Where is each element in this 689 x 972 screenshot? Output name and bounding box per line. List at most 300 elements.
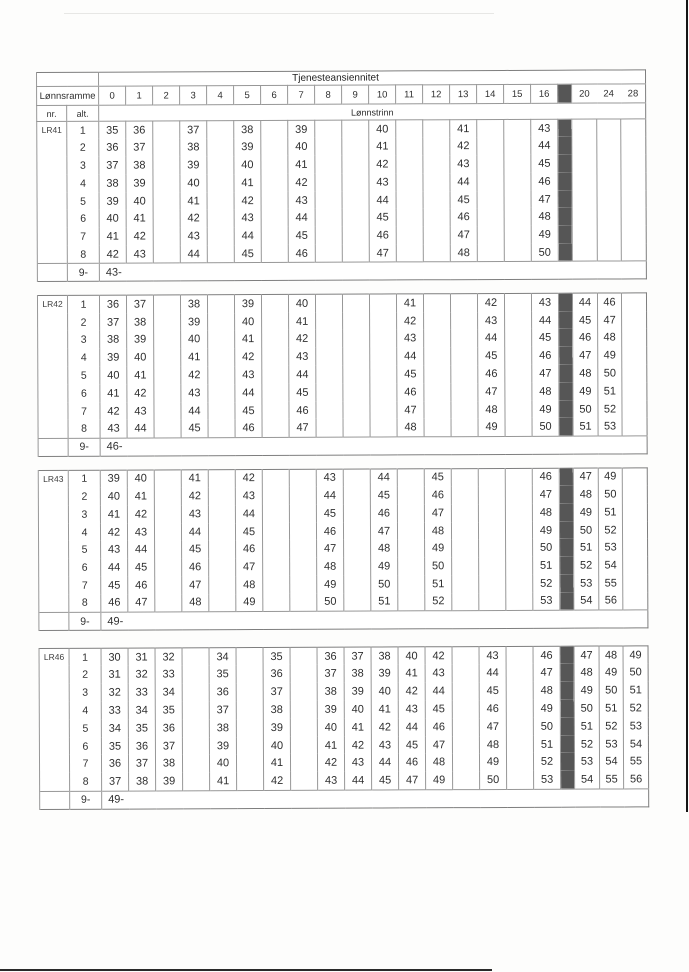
dark-column-cell [558, 244, 572, 262]
value-cell [153, 174, 180, 192]
value-cell: 40 [235, 313, 262, 331]
value-cell: 41 [398, 665, 425, 683]
value-cell: 37 [128, 755, 155, 773]
value-cell: 39 [234, 295, 261, 313]
value-cell: 35 [263, 648, 290, 666]
value-cell [154, 420, 181, 438]
value-cell: 52 [533, 575, 560, 593]
block-LR46 [39, 645, 650, 809]
value-cell [396, 209, 423, 227]
value-cell: 51 [623, 682, 648, 700]
value-cell: 36 [155, 719, 182, 737]
value-cell: 47 [424, 504, 451, 522]
value-cell: 44 [345, 772, 372, 790]
value-cell: 49 [573, 503, 598, 521]
value-cell: 36 [209, 683, 236, 701]
value-cell: 46 [479, 700, 506, 718]
block-label-cell [37, 296, 68, 439]
value-cell: 48 [574, 664, 599, 682]
value-cell: 38 [371, 647, 398, 665]
value-cell [397, 469, 424, 487]
value-cell [182, 648, 209, 666]
value-cell [452, 736, 479, 754]
value-cell: 35 [128, 719, 155, 737]
value-cell: 43 [180, 228, 207, 246]
value-cell: 38 [344, 665, 371, 683]
value-cell: 43 [531, 119, 558, 137]
value-cell [207, 227, 234, 245]
alt-cell: 1 [67, 121, 99, 139]
value-cell: 41 [180, 192, 207, 210]
value-cell: 46 [397, 383, 424, 401]
value-cell [262, 348, 289, 366]
value-cell [316, 348, 343, 366]
value-cell: 50 [598, 365, 622, 383]
value-cell: 44 [180, 245, 207, 263]
value-cell [153, 210, 180, 228]
value-cell: 39 [99, 192, 126, 210]
value-cell: 37 [209, 701, 236, 719]
value-cell: 46 [532, 468, 559, 486]
value-cell [451, 347, 478, 365]
value-cell: 36 [317, 647, 344, 665]
value-cell: 43 [126, 246, 153, 264]
value-cell: 48 [182, 594, 209, 612]
alt-cell: 5 [67, 192, 99, 210]
value-cell [504, 226, 531, 244]
value-cell: 47 [532, 486, 559, 504]
value-cell [597, 119, 621, 137]
value-cell: 40 [209, 755, 236, 773]
value-cell: 40 [234, 156, 261, 174]
value-cell: 39 [263, 719, 290, 737]
value-cell [342, 294, 369, 312]
value-cell: 41 [126, 210, 153, 228]
value-cell: 42 [450, 137, 477, 155]
value-cell: 46 [289, 401, 316, 419]
value-cell: 40 [263, 737, 290, 755]
value-cell: 47 [236, 558, 263, 576]
value-cell [182, 755, 209, 773]
alt-cell: 3 [68, 506, 100, 524]
value-cell: 52 [598, 400, 622, 418]
value-cell: 43 [479, 647, 506, 665]
value-cell: 45 [234, 245, 261, 263]
value-cell [342, 245, 369, 263]
value-cell [424, 419, 451, 437]
value-cell [504, 294, 531, 312]
alt-cell: 7 [68, 402, 100, 420]
value-cell [572, 155, 597, 173]
bottom-nr-cell [39, 612, 69, 630]
value-cell [370, 312, 397, 330]
value-cell: 50 [599, 682, 623, 700]
value-cell [506, 718, 533, 736]
value-cell: 54 [599, 753, 623, 771]
value-cell [451, 401, 478, 419]
value-cell: 33 [128, 684, 155, 702]
value-cell: 43 [127, 402, 154, 420]
value-cell [505, 468, 532, 486]
value-cell [154, 505, 181, 523]
dark-column-header [558, 84, 572, 103]
value-cell: 39 [288, 120, 315, 138]
value-cell [316, 384, 343, 402]
value-cell [155, 576, 182, 594]
value-cell [505, 383, 532, 401]
value-cell [342, 173, 369, 191]
value-cell [479, 575, 506, 593]
value-cell: 48 [573, 486, 598, 504]
block-label: LR46 [43, 652, 65, 663]
value-cell [154, 331, 181, 349]
value-cell [262, 313, 289, 331]
value-cell [621, 293, 646, 311]
lonnstrinn-label: Lønnstrinn [99, 103, 646, 121]
value-cell [477, 155, 504, 173]
value-cell [451, 419, 478, 437]
value-cell [506, 539, 533, 557]
value-cell: 48 [478, 401, 505, 419]
value-cell: 34 [128, 702, 155, 720]
value-cell [370, 348, 397, 366]
value-cell [621, 172, 646, 190]
value-cell: 49 [531, 226, 558, 244]
value-cell: 49 [371, 558, 398, 576]
value-cell: 44 [370, 469, 397, 487]
value-cell [622, 400, 647, 418]
value-cell: 56 [624, 771, 649, 789]
value-cell: 44 [425, 682, 452, 700]
value-cell [343, 330, 370, 348]
value-cell [451, 468, 478, 486]
value-cell: 51 [533, 735, 560, 753]
value-cell: 46 [533, 646, 560, 664]
bottom-nr-cell [40, 791, 70, 809]
alt-cell: 2 [68, 313, 100, 331]
value-cell: 52 [623, 699, 648, 717]
value-cell [236, 665, 263, 683]
value-cell: 47 [531, 190, 558, 208]
value-cell: 46 [450, 209, 477, 227]
value-cell: 47 [598, 311, 622, 329]
value-cell [398, 540, 425, 558]
value-cell: 50 [531, 244, 558, 262]
alt-cell: 1 [68, 470, 100, 488]
value-cell [505, 486, 532, 504]
value-cell [397, 522, 424, 540]
value-cell [621, 119, 646, 137]
value-cell: 37 [102, 773, 129, 791]
column-header-11: 11 [396, 85, 423, 104]
dark-column-cell [560, 664, 574, 682]
value-cell [505, 418, 532, 436]
value-cell [423, 137, 450, 155]
value-cell: 44 [181, 402, 208, 420]
dark-column-cell [559, 504, 573, 522]
value-cell: 44 [127, 420, 154, 438]
value-cell [370, 419, 397, 437]
alt-cell: 5 [69, 720, 101, 738]
value-cell: 42 [477, 294, 504, 312]
value-cell: 38 [99, 174, 126, 192]
value-cell: 50 [371, 575, 398, 593]
value-cell [263, 558, 290, 576]
value-cell [370, 330, 397, 348]
value-cell: 53 [533, 593, 560, 611]
value-cell: 41 [100, 505, 127, 523]
value-cell [477, 119, 504, 137]
value-cell [597, 244, 621, 262]
value-cell [315, 156, 342, 174]
value-cell: 35 [99, 121, 126, 139]
value-cell [261, 156, 288, 174]
value-cell: 45 [532, 329, 559, 347]
alt-cell: 5 [68, 367, 100, 385]
value-cell [207, 295, 234, 313]
value-cell [621, 137, 646, 155]
value-cell [450, 294, 477, 312]
value-cell [423, 294, 450, 312]
value-cell: 44 [369, 191, 396, 209]
value-cell [316, 419, 343, 437]
value-cell: 37 [317, 665, 344, 683]
value-cell: 37 [100, 313, 127, 331]
value-cell: 47 [573, 347, 598, 365]
dark-column-cell [560, 735, 574, 753]
value-cell [261, 209, 288, 227]
value-cell [344, 593, 371, 611]
value-cell: 34 [209, 648, 236, 666]
value-cell: 42 [100, 523, 127, 541]
value-cell [208, 469, 235, 487]
value-cell: 53 [574, 753, 599, 771]
value-cell: 50 [573, 400, 598, 418]
value-cell [208, 313, 235, 331]
value-cell [263, 594, 290, 612]
value-cell: 47 [574, 646, 599, 664]
value-cell: 51 [574, 539, 599, 557]
value-cell: 40 [398, 647, 425, 665]
value-cell: 40 [100, 488, 127, 506]
value-cell: 38 [317, 683, 344, 701]
value-cell: 44 [234, 227, 261, 245]
value-cell [315, 295, 342, 313]
value-cell: 39 [344, 683, 371, 701]
value-cell [622, 311, 647, 329]
value-cell [261, 245, 288, 263]
column-header-13: 13 [450, 85, 477, 104]
value-cell: 43 [478, 312, 505, 330]
value-cell: 45 [425, 700, 452, 718]
value-cell [236, 648, 263, 666]
value-cell [506, 700, 533, 718]
value-cell [342, 191, 369, 209]
value-cell [315, 227, 342, 245]
dark-column-cell [560, 646, 574, 664]
value-cell: 48 [479, 736, 506, 754]
value-cell [342, 227, 369, 245]
value-cell [369, 294, 396, 312]
alt-cell: 5 [69, 541, 101, 559]
value-cell: 47 [317, 540, 344, 558]
value-cell [153, 139, 180, 157]
value-cell: 40 [317, 718, 344, 736]
value-cell [479, 557, 506, 575]
value-cell [344, 540, 371, 558]
value-cell: 46 [316, 522, 343, 540]
value-cell [452, 700, 479, 718]
value-cell [506, 575, 533, 593]
value-cell [316, 330, 343, 348]
value-cell [207, 138, 234, 156]
value-cell [452, 753, 479, 771]
value-cell: 40 [127, 470, 154, 488]
value-cell: 49 [478, 418, 505, 436]
value-cell [316, 312, 343, 330]
value-cell [452, 540, 479, 558]
value-cell [208, 348, 235, 366]
value-cell [289, 469, 316, 487]
value-cell [479, 593, 506, 611]
value-cell: 44 [478, 329, 505, 347]
value-cell: 46 [425, 718, 452, 736]
value-cell: 42 [235, 469, 262, 487]
value-cell: 42 [344, 736, 371, 754]
value-cell: 47 [128, 594, 155, 612]
nr-label: nr. [37, 105, 67, 121]
value-cell [451, 486, 478, 504]
value-cell: 45 [531, 155, 558, 173]
value-cell [424, 383, 451, 401]
value-cell: 49 [598, 468, 622, 486]
alt-cell: 8 [67, 246, 99, 264]
value-cell: 41 [317, 736, 344, 754]
value-cell: 41 [396, 294, 423, 312]
value-cell [479, 539, 506, 557]
column-header-15: 15 [504, 84, 531, 103]
value-cell: 41 [288, 156, 315, 174]
value-cell [477, 191, 504, 209]
value-cell [290, 540, 317, 558]
value-cell: 38 [129, 773, 156, 791]
value-cell: 37 [344, 647, 371, 665]
dark-column-cell [558, 137, 572, 155]
value-cell [504, 244, 531, 262]
value-cell: 46 [398, 754, 425, 772]
value-cell: 48 [425, 754, 452, 772]
value-cell: 42 [289, 330, 316, 348]
value-cell [261, 120, 288, 138]
value-cell [155, 541, 182, 559]
value-cell [572, 226, 597, 244]
value-cell: 45 [450, 191, 477, 209]
value-cell [343, 469, 370, 487]
value-cell: 37 [126, 295, 153, 313]
value-cell [315, 138, 342, 156]
column-header-9: 9 [342, 85, 369, 104]
value-cell: 45 [235, 402, 262, 420]
value-cell [506, 753, 533, 771]
value-cell [622, 521, 647, 539]
value-cell [290, 719, 317, 737]
value-cell [290, 754, 317, 772]
value-cell: 54 [575, 771, 600, 789]
value-cell [343, 487, 370, 505]
value-cell: 45 [398, 736, 425, 754]
value-cell: 42 [371, 718, 398, 736]
value-cell [154, 313, 181, 331]
value-cell: 43 [369, 173, 396, 191]
scan-edge-right [686, 0, 688, 812]
value-cell [398, 593, 425, 611]
dark-column-cell [560, 557, 574, 575]
value-cell: 51 [598, 503, 622, 521]
value-cell [209, 541, 236, 559]
alt-cell: 3 [68, 331, 100, 349]
value-cell [478, 504, 505, 522]
value-cell [183, 772, 210, 790]
value-cell [396, 173, 423, 191]
value-cell: 43 [371, 736, 398, 754]
value-cell [452, 647, 479, 665]
value-cell: 46 [573, 329, 598, 347]
value-cell: 41 [369, 138, 396, 156]
column-header-5: 5 [234, 86, 261, 105]
column-header-28: 28 [621, 84, 646, 103]
value-cell [237, 772, 264, 790]
value-cell: 49 [573, 382, 598, 400]
dark-column-cell [558, 208, 572, 226]
value-cell: 46 [531, 173, 558, 191]
lonnsramme-label: Lønnsramme [37, 86, 99, 105]
value-cell [343, 383, 370, 401]
value-cell [370, 365, 397, 383]
value-cell: 45 [289, 384, 316, 402]
value-cell: 33 [101, 702, 128, 720]
value-cell [209, 576, 236, 594]
value-cell: 50 [533, 539, 560, 557]
column-header-1: 1 [126, 86, 153, 105]
value-cell [289, 522, 316, 540]
value-cell: 41 [100, 384, 127, 402]
value-cell: 48 [317, 558, 344, 576]
value-cell: 53 [599, 735, 623, 753]
value-cell: 39 [181, 313, 208, 331]
dark-column-cell [560, 753, 574, 771]
value-cell [290, 594, 317, 612]
value-cell: 50 [623, 664, 648, 682]
value-cell: 38 [234, 121, 261, 139]
value-cell [423, 191, 450, 209]
block-label-cell [39, 648, 70, 791]
value-cell: 36 [101, 755, 128, 773]
value-cell: 43 [127, 523, 154, 541]
value-cell: 49 [532, 400, 559, 418]
value-cell: 42 [127, 505, 154, 523]
value-cell [370, 383, 397, 401]
value-cell [342, 156, 369, 174]
value-cell: 39 [234, 138, 261, 156]
value-cell: 41 [289, 312, 316, 330]
value-cell: 54 [623, 735, 648, 753]
alt-cell: 4 [68, 523, 100, 541]
value-cell: 44 [572, 293, 597, 311]
alt-cell: 6 [68, 385, 100, 403]
value-cell: 39 [180, 156, 207, 174]
value-cell [504, 191, 531, 209]
value-cell [451, 330, 478, 348]
